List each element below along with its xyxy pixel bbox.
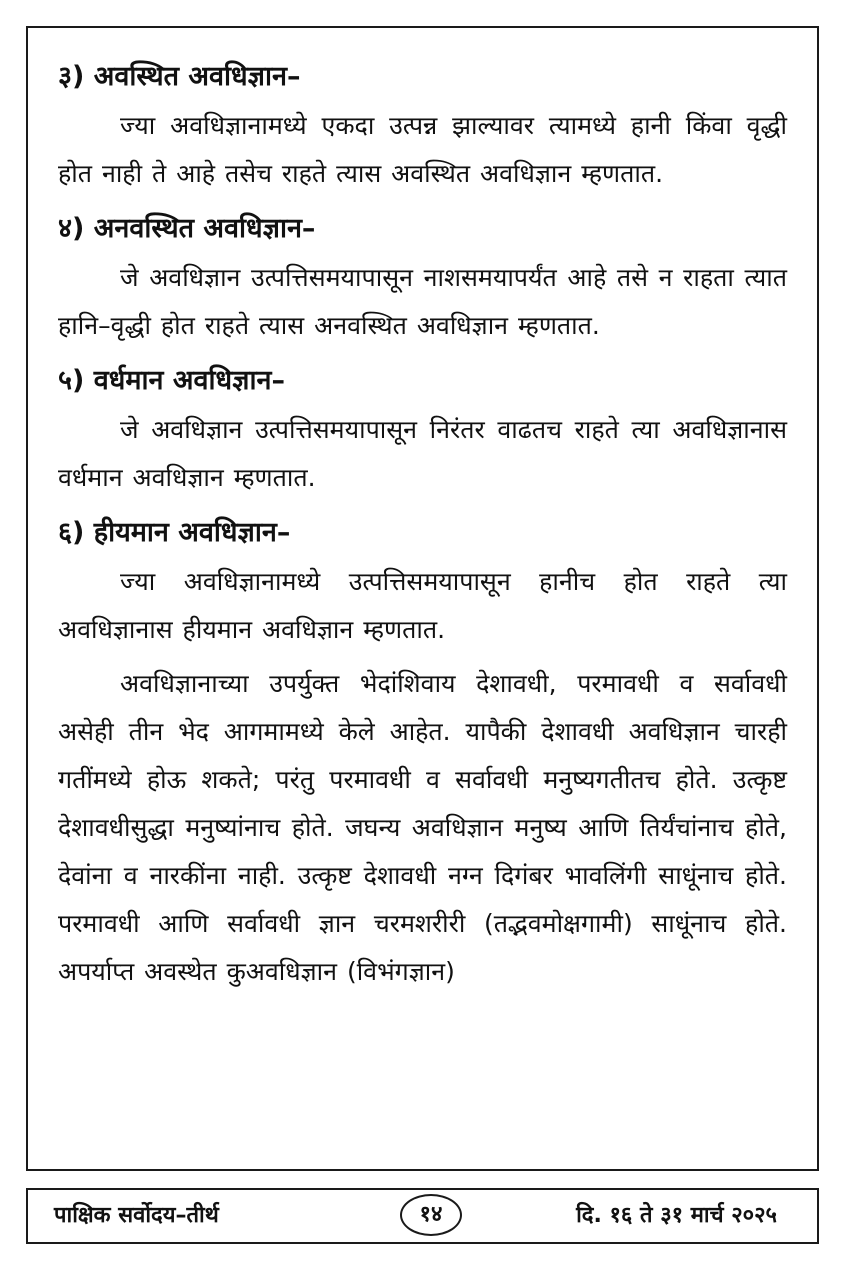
section-heading: ३) अवस्थित अवधिज्ञान–: [58, 61, 301, 92]
publication-name: पाक्षिक सर्वोदय–तीर्थ: [54, 1203, 219, 1228]
section-heading: ६) हीयमान अवधिज्ञान–: [58, 517, 291, 548]
section-heading: ५) वर्धमान अवधिज्ञान–: [58, 365, 285, 396]
page-footer: [26, 1188, 819, 1244]
page-number-badge: १४: [400, 1194, 462, 1236]
section-paragraph: जे अवधिज्ञान उत्पत्तिसमयापासून निरंतर वाढतच राहते त्या अवधिज्ञानास वर्धमान अवधिज्ञान म्हणतात.: [58, 415, 787, 492]
section-paragraph: ज्या अवधिज्ञानामध्ये उत्पत्तिसमयापासून हानीच होत राहते त्या अवधिज्ञानास हीयमान अवधिज्ञान म्हणतात.: [58, 567, 787, 644]
section-vardhaman: [58, 356, 787, 502]
section-paragraph: ज्या अवधिज्ञानामध्ये एकदा उत्पन्न झाल्यावर त्यामध्ये हानी किंवा वृद्धी होत नाही ते आहे तसेच राहते त्यास अवस्थित अवधिज्ञान म्हणतात.: [58, 111, 787, 188]
page-content-frame: [26, 26, 819, 1171]
issue-date: दि. १६ ते ३१ मार्च २०२५: [576, 1203, 777, 1228]
closing-paragraph: अवधिज्ञानाच्या उपर्युक्त भेदांशिवाय देशावधी, परमावधी व सर्वावधी असेही तीन भेद आगमामध्ये केले आहेत. यापैकी देशावधी अवधिज्ञान चारही गतींमध्ये होऊ शकते; परंतु परमावधी व सर्वावधी मनुष्यगतीतच होते. उत्कृष्ट देशावधीसुद्धा मनुष्यांनाच होते. जघन्य अवधिज्ञान मनुष्य आणि तिर्यंचांनाच होते, देवांना व नारकींना नाही. उत्कृष्ट देशावधी नग्न दिगंबर भावलिंगी साधूंनाच होते. परमावधी आणि सर्वावधी ज्ञान चरमशरीरी (तद्भवमोक्षगामी) साधूंनाच होते. अपर्याप्त अवस्थेत कुअवधिज्ञान (विभंगज्ञान): [58, 669, 787, 986]
section-heading: ४) अनवस्थित अवधिज्ञान–: [58, 213, 316, 244]
section-paragraph: जे अवधिज्ञान उत्पत्तिसमयापासून नाशसमयापर्यंत आहे तसे न राहता त्यात हानि–वृद्धी होत राहते त्यास अनवस्थित अवधिज्ञान म्हणतात.: [58, 263, 787, 340]
section-avasthit: [58, 52, 787, 198]
section-hiyaman: [58, 508, 787, 654]
section-anavasthit: [58, 204, 787, 350]
